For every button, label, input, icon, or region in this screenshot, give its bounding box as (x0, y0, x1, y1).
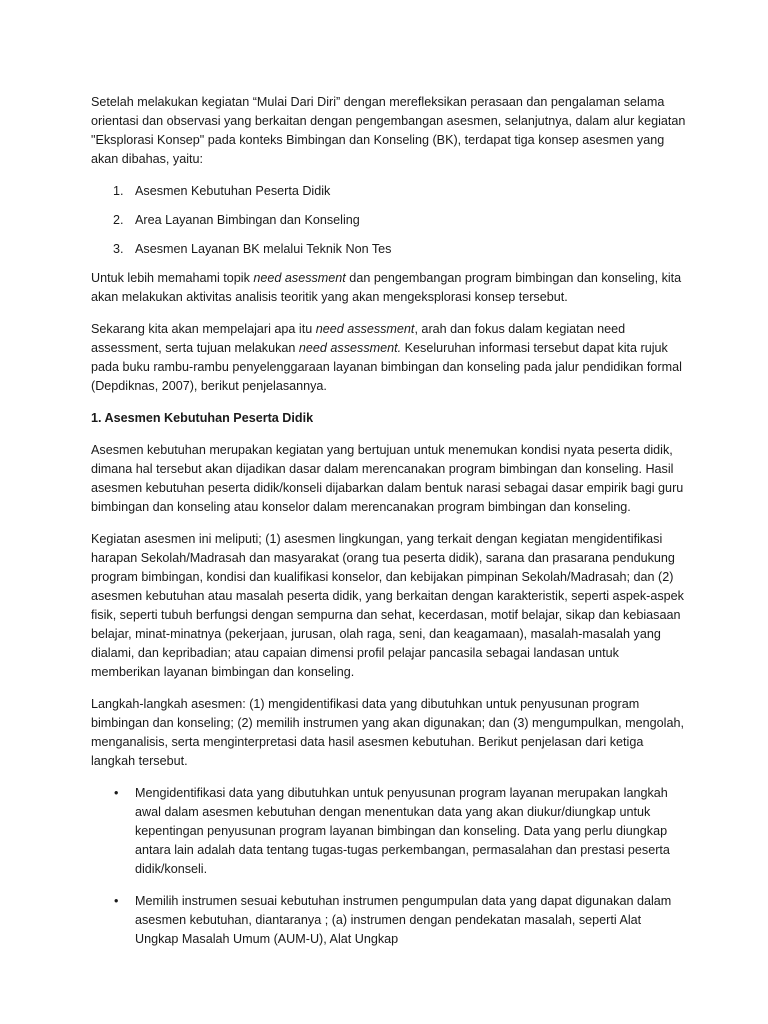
list-item-text: Area Layanan Bimbingan dan Konseling (135, 213, 360, 227)
list-item-text: Asesmen Layanan BK melalui Teknik Non Tes (135, 242, 392, 256)
list-item-text: Asesmen Kebutuhan Peserta Didik (135, 184, 331, 198)
list-item (91, 892, 686, 949)
italic-term: need asessment (253, 271, 346, 285)
section-paragraph: Langkah-langkah asesmen: (1) mengidentifikasi data yang dibutuhkan untuk penyusunan program bimbingan dan konseling; (2) memilih instrumen yang akan digunakan; dan (3) mengumpulkan, mengolah, menganalisis, serta menginterpretasi data hasil asesmen kebutuhan. Berikut penjelasan dari ketiga langkah tersebut. (91, 697, 684, 768)
section-paragraph: Asesmen kebutuhan merupakan kegiatan yang bertujuan untuk menemukan kondisi nyata peserta didik, dimana hal tersebut akan dijadikan dasar dalam merencanakan program bimbingan dan konseling. Hasil asesmen kebutuhan peserta didik/konseli dijabarkan dalam bentuk narasi sebagai dasar empirik bagi guru bimbingan dan konseling atau konselor dalam merencanakan program bimbingan dan konseling. (91, 443, 684, 514)
section-paragraph: Kegiatan asesmen ini meliputi; (1) asesmen lingkungan, yang terkait dengan kegiatan mengidentifikasi harapan Sekolah/Madrasah dan masyarakat (orang tua peserta didik), sarana dan prasarana pendukung program bimbingan, kondisi dan kualifikasi konselor, dan kebijakan pimpinan Sekolah/Madrasah; dan (2) asesmen kebutuhan atau masalah peserta didik, yang berkaitan dengan karakteristik, seperti aspek-aspek fisik, seperti tubuh berfungsi dengan sempurna dan sehat, kecerdasan, motif belajar, sikap dan kebiasaan belajar, minat-minatnya (pekerjaan, jurusan, olah raga, seni, dan keagamaan), masalah-masalah yang dialami, dan kepribadian; atau capaian dimensi profil pelajar pancasila sebagai landasan untuk memberikan layanan bimbingan dan konseling. (91, 532, 684, 679)
document-page (91, 93, 686, 962)
section-heading: 1. Asesmen Kebutuhan Peserta Didik (91, 411, 314, 425)
list-item (91, 784, 686, 879)
steps-list (91, 784, 686, 949)
list-number: 2. (113, 213, 124, 227)
text-run: , arah dan fokus dalam kegiatan need assessment, serta tujuan melakukan (91, 322, 626, 355)
list-item-text: Memilih instrumen sesuai kebutuhan instrumen pengumpulan data yang dapat digunakan dalam asesmen kebutuhan, diantaranya ; (a) instrumen dengan pendekatan masalah, seperti Alat Ungkap Masalah Umum (AUM-U), Alat Ungkap (135, 894, 672, 946)
text-run: Sekarang kita akan mempelajari apa itu (91, 322, 316, 336)
list-item (91, 240, 686, 259)
list-item-text: Mengidentifikasi data yang dibutuhkan untuk penyusunan program layanan merupakan langkah awal dalam asesmen kebutuhan dengan menentukan data yang akan diukur/diungkap untuk kepentingan penyusunan program layanan bimbingan dan konseling. Data yang perlu diungkap antara lain adalah data tentang tugas-tugas perkembangan, permasalahan dan prestasi peserta didik/konseli. (135, 786, 670, 876)
need-assessment-paragraph (91, 320, 686, 396)
list-number: 1. (113, 184, 124, 198)
text-run: dan pengembangan program bimbingan dan konseling, kita akan melakukan aktivitas analisis teoritik yang akan mengeksplorasi konsep tersebut. (91, 271, 682, 304)
text-run: Untuk lebih memahami topik (91, 271, 254, 285)
italic-term: need assessment. (298, 341, 402, 355)
bullet-icon: • (114, 786, 119, 800)
list-item (91, 182, 686, 201)
list-item (91, 211, 686, 230)
bullet-icon: • (114, 894, 119, 908)
topic-paragraph (91, 269, 686, 307)
list-number: 3. (113, 242, 124, 256)
text-run: Keseluruhan informasi tersebut dapat kita rujuk pada buku rambu-rambu penyelenggaraan layanan bimbingan dan konseling pada jalur pendidikan formal (Depdiknas, 2007), berikut penjelasannya. (91, 341, 682, 393)
concept-list (91, 182, 686, 259)
intro-paragraph: Setelah melakukan kegiatan “Mulai Dari Diri” dengan merefleksikan perasaan dan pengalaman selama orientasi dan observasi yang berkaitan dengan pengembangan asesmen, selanjutnya, dalam alur kegiatan "Eksplorasi Konsep" pada konteks Bimbingan dan Konseling (BK), terdapat tiga konsep asesmen yang akan dibahas, yaitu: (91, 95, 686, 166)
italic-term: need assessment (315, 322, 415, 336)
